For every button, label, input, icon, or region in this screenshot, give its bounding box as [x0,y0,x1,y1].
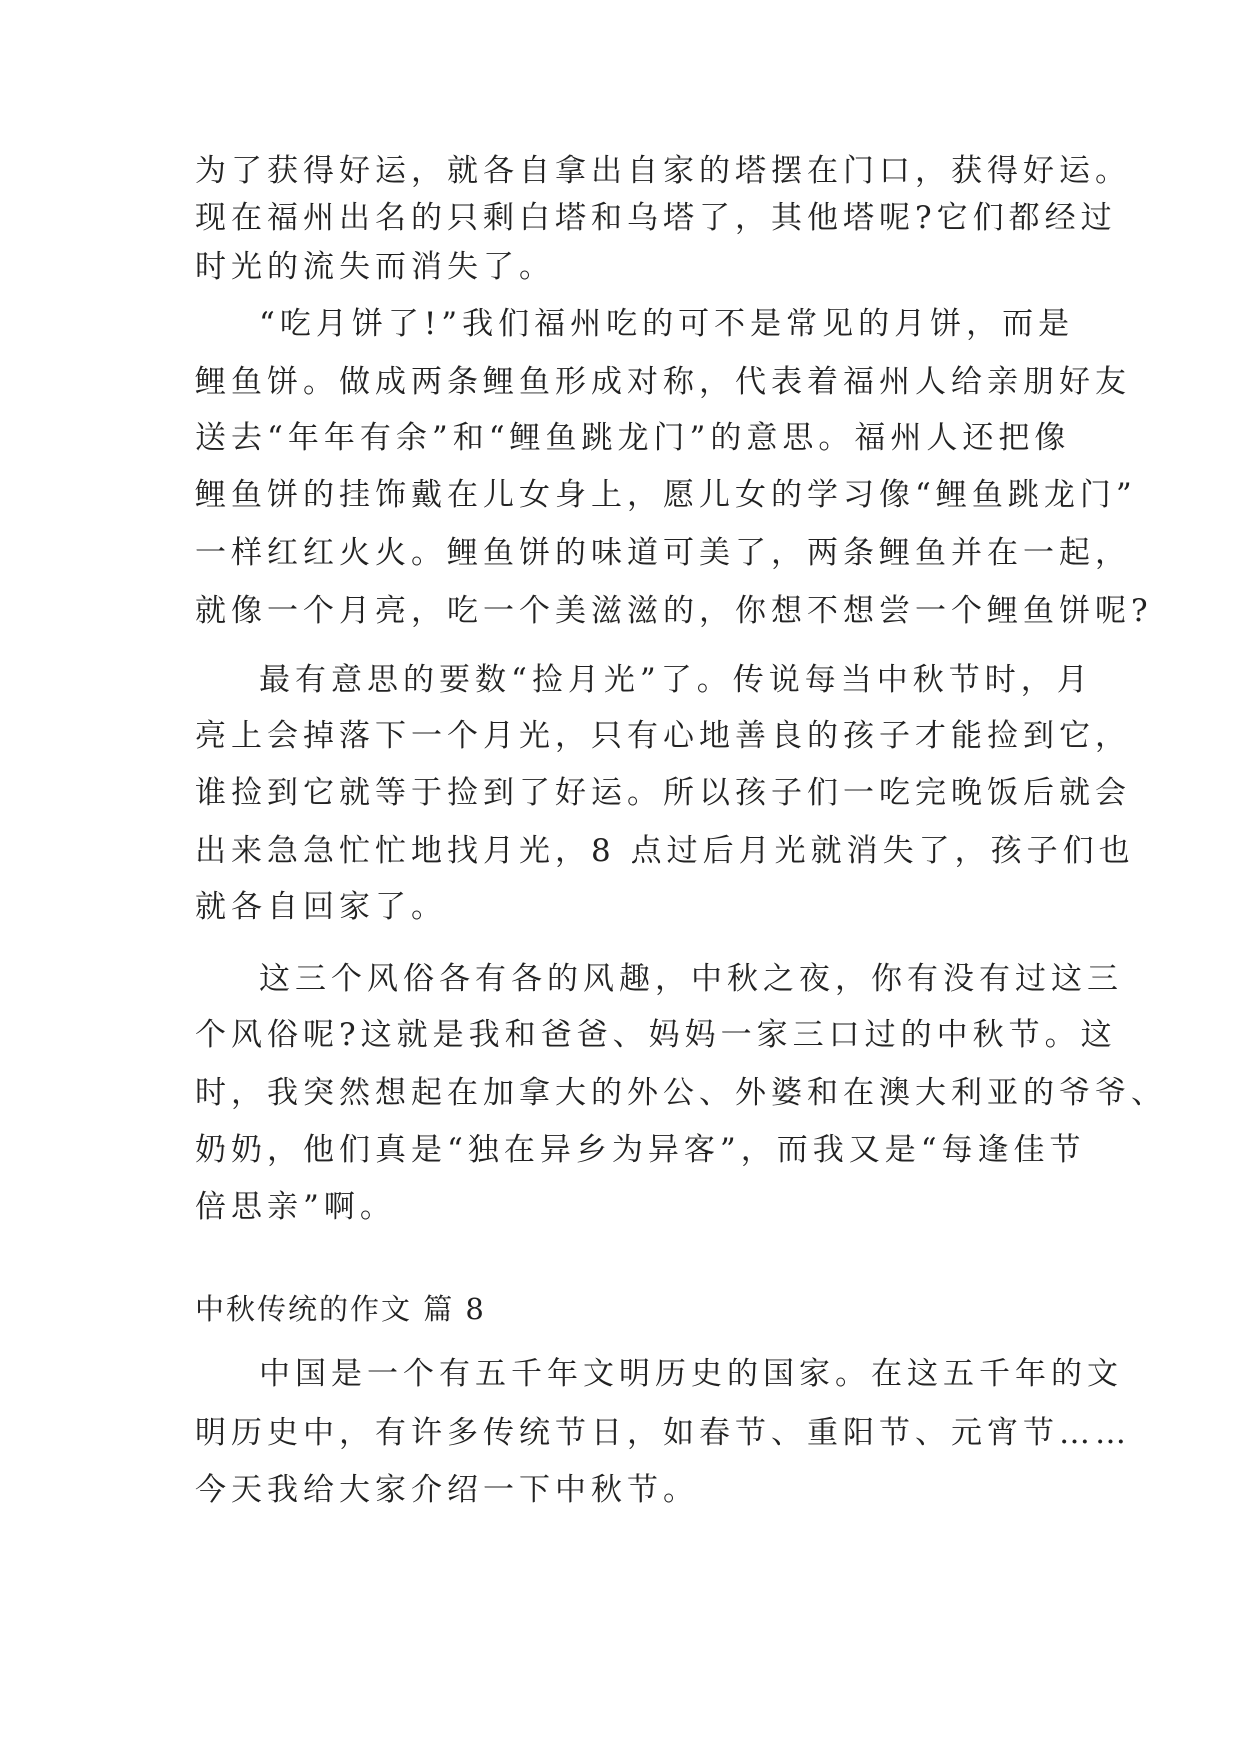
paragraph-first-line: “吃月饼了!”我们福州吃的可不是常见的月饼，而是 [259,306,1075,342]
text-line: 明历史中，有许多传统节日，如春节、重阳节、元宵节…… [195,1415,1131,1451]
paragraph-first-line: 中国是一个有五千年文明历史的国家。在这五千年的文 [259,1356,1123,1392]
text-line: 一样红红火火。鲤鱼饼的味道可美了，两条鲤鱼并在一起， [195,535,1131,571]
text-line: 就像一个月亮，吃一个美滋滋的，你想不想尝一个鲤鱼饼呢? [195,593,1153,629]
text-line: 送去“年年有余”和“鲤鱼跳龙门”的意思。福州人还把像 [195,420,1071,456]
text-line: 出来急急忙忙地找月光，8 点过后月光就消失了，孩子们也 [195,833,1135,869]
text-line: 个风俗呢?这就是我和爸爸、妈妈一家三口过的中秋节。这 [195,1017,1117,1053]
text-line: 倍思亲”啊。 [195,1189,396,1225]
text-line: 奶奶，他们真是“独在异乡为异客”，而我又是“每逢佳节 [195,1132,1086,1168]
text-line: 为了获得好运，就各自拿出自家的塔摆在门口，获得好运。 [195,153,1131,189]
text-line: 就各自回家了。 [195,889,447,925]
text-line: 现在福州出名的只剩白塔和乌塔了，其他塔呢?它们都经过 [195,200,1117,236]
paragraph-first-line: 最有意思的要数“捡月光”了。传说每当中秋节时，月 [259,662,1093,698]
text-line: 鲤鱼饼。做成两条鲤鱼形成对称，代表着福州人给亲朋好友 [195,364,1131,400]
text-line: 今天我给大家介绍一下中秋节。 [195,1472,699,1508]
text-line: 谁捡到它就等于捡到了好运。所以孩子们一吃完晚饭后就会 [195,775,1131,811]
text-line: 亮上会掉落下一个月光，只有心地善良的孩子才能捡到它， [195,718,1131,754]
section-heading: 中秋传统的作文 篇 8 [195,1292,486,1326]
text-line: 时光的流失而消失了。 [195,249,555,285]
text-line: 鲤鱼饼的挂饰戴在儿女身上，愿儿女的学习像“鲤鱼跳龙门” [195,477,1137,513]
text-line: 时，我突然想起在加拿大的外公、外婆和在澳大利亚的爷爷、 [195,1075,1167,1111]
paragraph-first-line: 这三个风俗各有各的风趣，中秋之夜，你有没有过这三 [259,961,1123,997]
